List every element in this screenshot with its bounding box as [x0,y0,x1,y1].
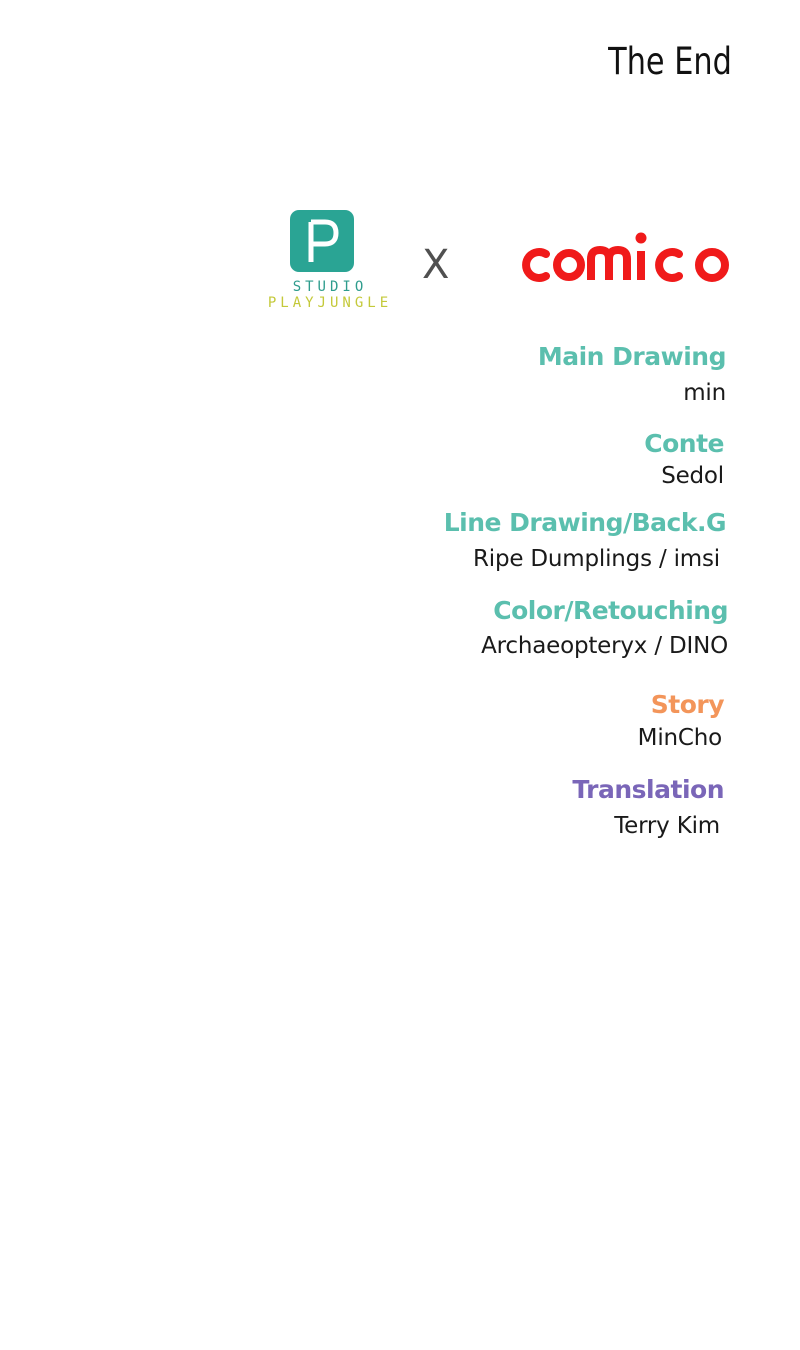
credit-name-main-drawing: min [683,380,726,406]
credit-role-color: Color/Retouching [493,596,728,625]
credit-role-main-drawing: Main Drawing [537,342,726,371]
comico-logo [514,226,740,288]
credit-name-story: MinCho [637,725,722,751]
credit-name-translation: Terry Kim [614,813,720,839]
the-end-title: The End [608,40,732,83]
credit-role-story: Story [650,690,724,719]
credit-role-translation: Translation [572,775,724,804]
credit-name-color: Archaeopteryx / DINO [481,633,728,659]
credit-role-conte: Conte [644,429,724,458]
studio-playjungle-logo [248,208,408,316]
credit-role-line-drawing: Line Drawing/Back.G [443,508,726,537]
collaboration-x: X [422,242,450,288]
credit-name-line-drawing: Ripe Dumplings / imsi [472,546,720,572]
credit-name-conte: Sedol [661,463,724,489]
studio-label: STUDIO [292,279,368,295]
playjungle-label: PLAYJUNGLE [267,295,393,311]
p-logo-icon [290,210,354,272]
